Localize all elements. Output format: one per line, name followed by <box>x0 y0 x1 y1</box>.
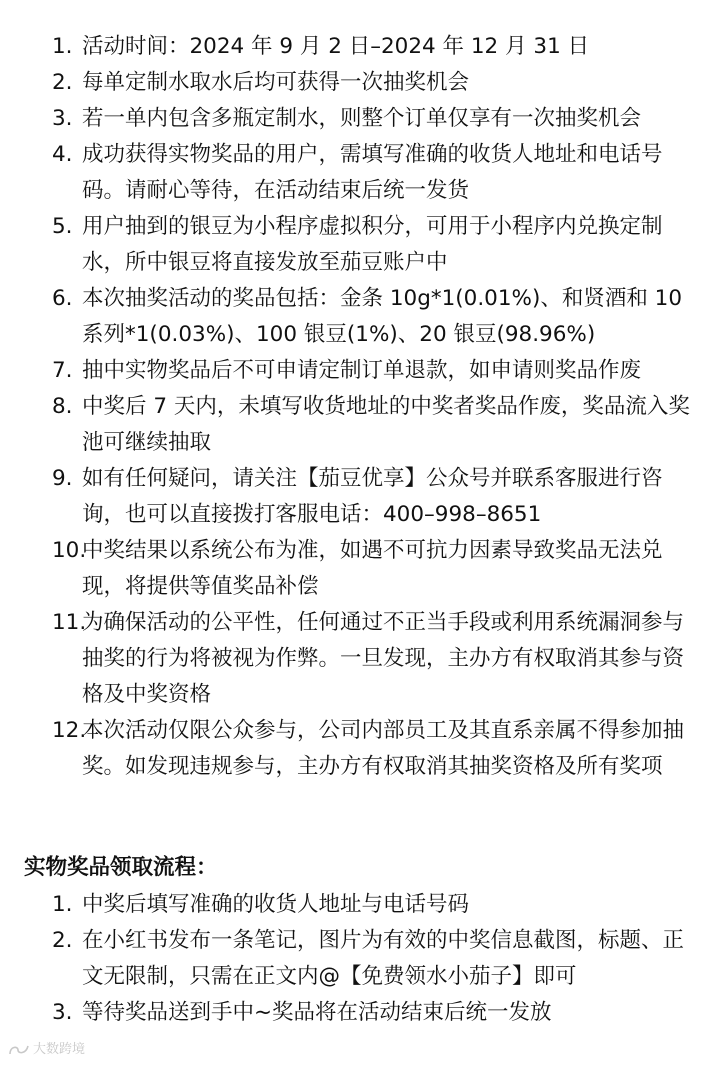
claim-steps-list <box>0 887 722 1031</box>
item-text: 本次抽奖活动的奖品包括：金条 10g*1(0.01%)、和贤酒和 10 系列*1(0.03%)、100 银豆(1%)、20 银豆(98.96%) <box>82 286 683 347</box>
item-number: 7. <box>52 358 73 383</box>
item-text: 若一单内包含多瓶定制水，则整个订单仅享有一次抽奖机会 <box>82 106 642 131</box>
item-number: 9. <box>52 466 73 491</box>
list-item <box>0 353 722 389</box>
watermark-text: 大数跨境 <box>33 1042 86 1057</box>
item-text: 抽中实物奖品后不可申请定制订单退款，如申请则奖品作废 <box>82 358 642 383</box>
watermark <box>8 1042 85 1058</box>
item-number: 1. <box>52 34 73 59</box>
rules-list <box>0 29 722 785</box>
list-item <box>0 713 722 785</box>
item-text: 每单定制水取水后均可获得一次抽奖机会 <box>82 70 470 95</box>
item-text: 中奖结果以系统公布为准，如遇不可抗力因素导致奖品无法兑现，将提供等值奖品补偿 <box>82 538 663 599</box>
list-item <box>0 209 722 281</box>
list-item <box>0 605 722 713</box>
item-text: 中奖后 7 天内，未填写收货地址的中奖者奖品作废，奖品流入奖池可继续抽取 <box>82 394 690 455</box>
item-text: 如有任何疑问，请关注【茄豆优享】公众号并联系客服进行咨询，也可以直接拨打客服电话：400–998–8651 <box>82 466 663 527</box>
list-item <box>0 389 722 461</box>
item-number: 11. <box>52 610 87 635</box>
list-item <box>0 923 722 995</box>
step-text: 在小红书发布一条笔记，图片为有效的中奖信息截图，标题、正文无限制，只需在正文内@【免费领水小茄子】即可 <box>82 928 685 989</box>
list-item <box>0 101 722 137</box>
item-number: 8. <box>52 394 73 419</box>
item-text: 本次活动仅限公众参与，公司内部员工及其直系亲属不得参加抽奖。如发现违规参与，主办方有权取消其抽奖资格及所有奖项 <box>82 718 685 779</box>
item-number: 5. <box>52 214 73 239</box>
list-item <box>0 29 722 65</box>
item-text: 用户抽到的银豆为小程序虚拟积分，可用于小程序内兑换定制水，所中银豆将直接发放至茄豆账户中 <box>82 214 663 275</box>
item-number: 12. <box>52 718 87 743</box>
item-number: 6. <box>52 286 73 311</box>
list-item <box>0 281 722 353</box>
step-text: 等待奖品送到手中~奖品将在活动结束后统一发放 <box>82 1000 552 1025</box>
item-text: 成功获得实物奖品的用户，需填写准确的收货人地址和电话号码。请耐心等待，在活动结束后统一发货 <box>82 142 663 203</box>
step-number: 3. <box>52 1000 73 1025</box>
item-text: 为确保活动的公平性，任何通过不正当手段或利用系统漏洞参与抽奖的行为将被视为作弊。一旦发现，主办方有权取消其参与资格及中奖资格 <box>82 610 685 707</box>
item-text: 活动时间：2024 年 9 月 2 日–2024 年 12 月 31 日 <box>82 34 590 59</box>
step-text: 中奖后填写准确的收货人地址与电话号码 <box>82 892 470 917</box>
item-number: 10. <box>52 538 87 563</box>
claim-section-title: 实物奖品领取流程： <box>24 855 218 880</box>
step-number: 2. <box>52 928 73 953</box>
item-number: 4. <box>52 142 73 167</box>
list-item <box>0 533 722 605</box>
logo-icon <box>8 1044 30 1056</box>
step-number: 1. <box>52 892 73 917</box>
list-item <box>0 65 722 101</box>
list-item <box>0 461 722 533</box>
list-item <box>0 995 722 1031</box>
list-item <box>0 137 722 209</box>
item-number: 2. <box>52 70 73 95</box>
list-item <box>0 887 722 923</box>
item-number: 3. <box>52 106 73 131</box>
